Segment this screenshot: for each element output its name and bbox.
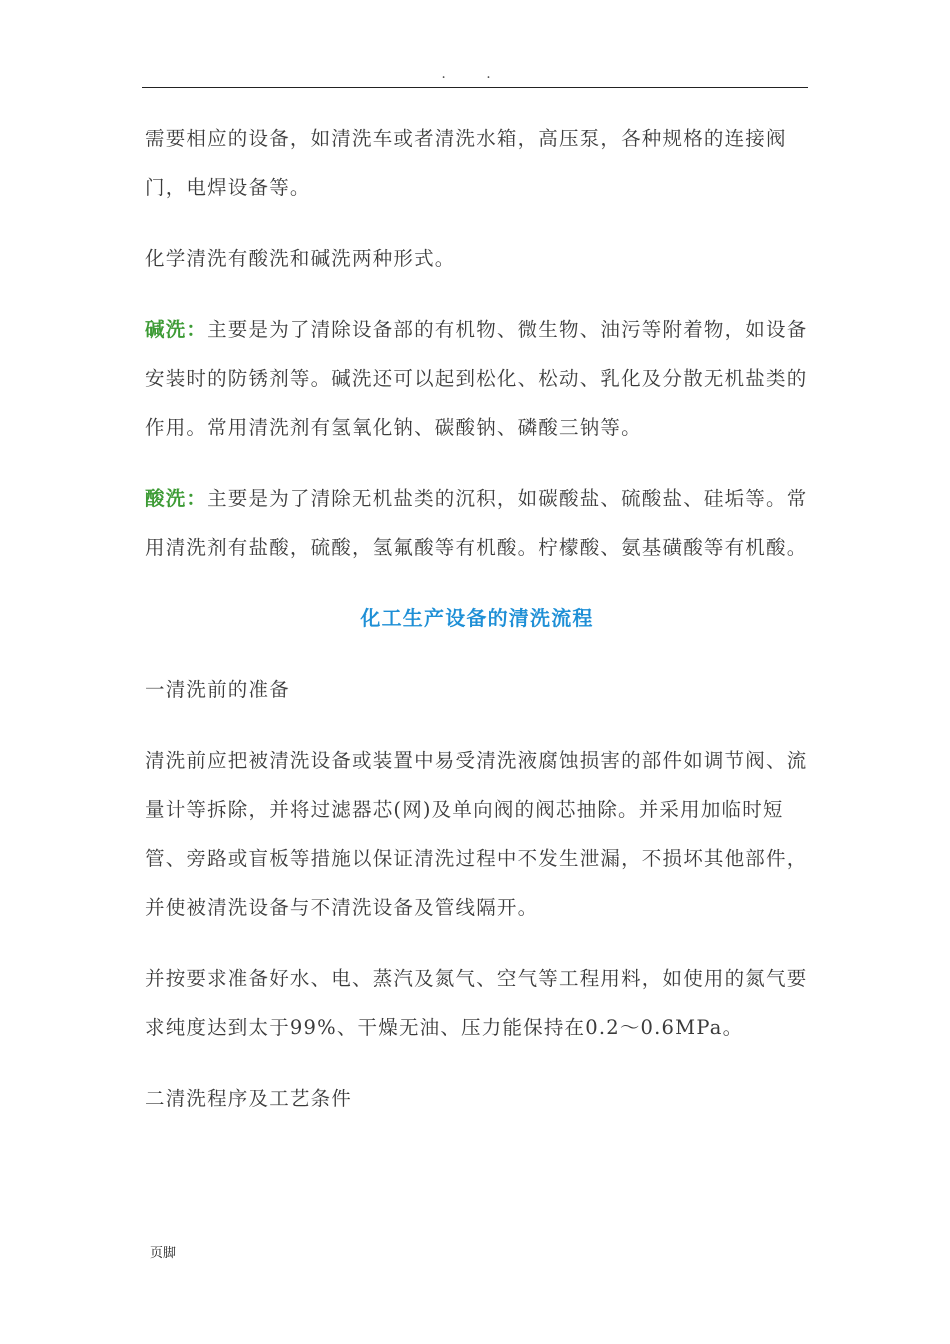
paragraph-preparation: 清洗前应把被清洗设备或装置中易受清洗液腐蚀损害的部件如调节阀、流量计等拆除，并将过滤器芯(网)及单向阀的阀芯抽除。并采用加临时短管、旁路或盲板等措施以保证清洗过程中不发生泄漏，不损坏其他部件，并使被清洗设备与不清洗设备及管线隔开。 bbox=[145, 749, 808, 919]
paragraph-alkali-wash bbox=[145, 305, 809, 452]
alkali-wash-text: 主要是为了清除设备部的有机物、微生物、油污等附着物，如设备安装时的防锈剂等。碱洗还可以起到松化、松动、乳化及分散无机盐类的作用。常用清洗剂有氢氧化钠、碳酸钠、磷酸三钠等。 bbox=[145, 318, 808, 439]
paragraph-chemical-cleaning: 化学清洗有酸洗和碱洗两种形式。 bbox=[145, 247, 456, 270]
paragraph-equipment: 需要相应的设备，如清洗车或者清洗水箱，高压泵，各种规格的连接阀门，电焊设备等。 bbox=[145, 127, 787, 199]
paragraph-materials: 并按要求准备好水、电、蒸汽及氮气、空气等工程用料，如使用的氮气要求纯度达到太于99%、干燥无油、压力能保持在0.2～0.6MPa。 bbox=[145, 967, 808, 1039]
header-rule bbox=[142, 87, 808, 88]
header-dots: . . bbox=[441, 66, 509, 82]
heading-preparation: 一清洗前的准备 bbox=[145, 678, 290, 701]
acid-wash-text: 主要是为了清除无机盐类的沉积，如碳酸盐、硫酸盐、硅垢等。常用清洗剂有盐酸，硫酸，氢氟酸等有机酸。柠檬酸、氨基磺酸等有机酸。 bbox=[145, 487, 808, 559]
paragraph-acid-wash bbox=[145, 474, 809, 572]
heading-procedure: 二清洗程序及工艺条件 bbox=[145, 1087, 353, 1110]
acid-wash-label: 酸洗： bbox=[145, 487, 208, 510]
section-title: 化工生产设备的清洗流程 bbox=[360, 606, 594, 630]
alkali-wash-label: 碱洗： bbox=[145, 318, 208, 341]
footer-label: 页脚 bbox=[150, 1246, 177, 1261]
document-body bbox=[145, 114, 809, 1145]
